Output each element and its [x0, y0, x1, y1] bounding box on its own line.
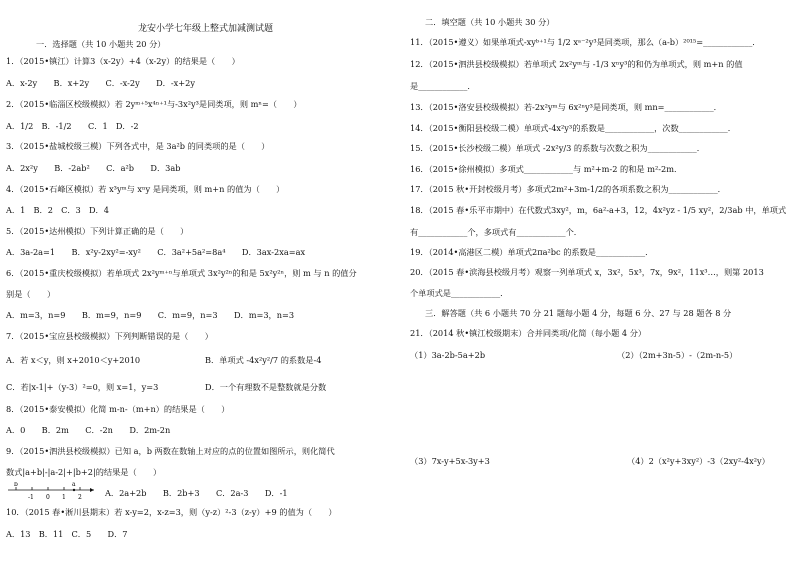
q7-option-b: B．单项式 -4x²y²/7 的系数是-4 [205, 355, 322, 365]
q20-text-cont: 个单项式是____________． [410, 288, 509, 298]
q21-part4: （4）2（x²y+3xy²）-3（2xy²-4x²y） [627, 456, 770, 466]
q21-part1: （1）3a-2b-5a+2b [410, 350, 486, 360]
q1-text: 1．（2015•镇江）计算3（x-2y）+4（x-2y）的结果是（ ） [6, 56, 240, 66]
section-choice-heading: 一．选择题（共 10 小题共 20 分） [36, 39, 166, 49]
q12-text-cont: 是____________． [410, 81, 476, 91]
q4-text: 4．（2015•石峰区模拟）若 x³yᵐ与 xⁿy 是同类项，则 m+n 的值为（ ） [6, 184, 285, 194]
q19-text: 19．（2014•高港区二模）单项式2πa²bc 的系数是____________． [410, 247, 654, 257]
q7-option-a: A．若 x＜y，则 x+2010＜y+2010 [6, 355, 141, 365]
q15-text: 15．（2015•长沙校级二模）单项式 -2x²y/3 的系数与次数之积为____________． [410, 143, 705, 153]
section-answer-heading: 三．解答题（共 6 小题共 70 分 21 题每小题 4 分，每题 6 分、27 与 28 题各 8 分 [425, 308, 732, 318]
q6-options: A．m=3，n=9 B．m=9，n=9 C．m=9，n=3 D．m=3，n=3 [6, 310, 295, 320]
q3-options: A．2x²y B．-2ab² C．a²b D．3ab [6, 163, 181, 173]
q17-text: 17．（2015 秋•开封校级月考）多项式2m²+3m-1/2的各项系数之积为____________． [410, 184, 726, 194]
q8-options: A．0 B．2m C．-2n D．2m-2n [6, 425, 171, 435]
q18-text-cont: 有____________个，多项式有____________个． [410, 227, 582, 237]
q2-options: A．1/2 B．-1/2 C．1 D．-2 [6, 121, 139, 131]
q10-text: 10．（2015 春•淅川县期末）若 x-y=2，x-z=3，则（y-z）²-3（z-y）+9 的值为（ ） [6, 507, 337, 517]
tick-label-2: 1 [62, 494, 66, 501]
q20-text: 20．（2015 春•滨海县校级月考）观察一列单项式 x，3x²，5x³，7x，9x²，11x³…，则第 2013 [410, 267, 764, 277]
label-a: a [72, 482, 76, 488]
tick-label-3: 2 [78, 494, 82, 501]
q1-options: A．x-2y B．x+2y C．-x-2y D．-x+2y [6, 78, 195, 88]
q7-text: 7．（2015•宝应县校级模拟）下列判断错误的是（ ） [6, 331, 213, 341]
q21-part3: （3）7x-y+5x-3y+3 [410, 456, 490, 466]
tick-label-0: -1 [28, 494, 34, 501]
page-title: 龙安小学七年级上整式加减测试题 [138, 24, 274, 34]
q2-text: 2．（2015•临淄区校级模拟）若 2yᵐ⁺⁵x⁴ⁿ⁺¹与-3x²y³是同类项，则 mⁿ=（ ） [6, 99, 302, 109]
point-a [73, 489, 75, 491]
q21-text: 21．（2014 秋•镇江校级期末）合并同类项/化简（每小题 4 分） [410, 328, 647, 338]
q5-options: A．3a-2a=1 B．x²y-2xy²=-xy² C．3a²+5a²=8a⁴ D．3ax-2xa=ax [6, 247, 306, 257]
q7-option-d: D．一个有理数不是整数就是分数 [205, 382, 327, 392]
number-line-arrow [90, 488, 94, 492]
q8-text: 8．（2015•泰安模拟）化简 m-n-（m+n）的结果是（ ） [6, 404, 230, 414]
q9-text-cont: 数式|a+b|-|a-2|+|b+2|的结果是（ ） [6, 467, 162, 477]
q6-text-cont: 别是（ ） [6, 289, 56, 299]
q10-options: A．13 B．11 C．5 D．7 [6, 529, 128, 539]
label-b: b [14, 482, 18, 488]
q9-options: A．2a+2b B．2b+3 C．2a-3 D．-1 [105, 488, 288, 498]
q4-options: A．1 B．2 C．3 D．4 [6, 205, 109, 215]
q7-option-c: C．若|x-1|+（y-3）²=0，则 x=1，y=3 [6, 382, 159, 392]
q13-text: 13．（2015•洛安县校级模拟）若-2x²yᵐ与 6x²ⁿy³是同类项，则 mn=____________． [410, 102, 722, 112]
q16-text: 16．（2015•徐州模拟）多项式____________与 m²+m-2 的和是 m²-2m． [410, 164, 683, 174]
q3-text: 3．（2015•盐城校级三模）下列各式中，是 3a²b 的同类项的是（ ） [6, 141, 270, 151]
q9-number-line [6, 482, 98, 502]
tick-label-1: 0 [46, 494, 50, 501]
section-fill-heading: 二．填空题（共 10 小题共 30 分） [425, 17, 555, 27]
q6-text: 6．（2015•重庆校级模拟）若单项式 2x²yᵐ⁺ⁿ与单项式 3x²y²ⁿ的和是 5x²y²ⁿ，则 m 与 n 的值分 [6, 268, 357, 278]
q12-text: 12．（2015•泗洪县校级模拟）若单项式 2x²yᵐ与 -1/3 xⁿy³的和仍为单项式，则 m+n 的值 [410, 59, 743, 69]
q9-text: 9．（2015•泗洪县校级模拟）已知 a，b 两数在数轴上对应的点的位置如图所示，则化简代 [6, 446, 335, 456]
q5-text: 5．（2015•达州模拟）下列计算正确的是（ ） [6, 226, 189, 236]
q21-part2: （2）（2m+3n-5）-（2m-n-5） [617, 350, 738, 360]
q11-text: 11．（2015•遵义）如果单项式-xyᵇ⁺¹与 1/2 xᵃ⁻²y³是同类项，那么（a-b）²⁰¹⁵=____________． [410, 37, 761, 47]
q14-text: 14．（2015•衡阳县校级二模）单项式-4x²y³的系数是____________，次数____________． [410, 123, 736, 133]
q18-text: 18．（2015 春•乐平市期中）在代数式3xy²，m，6a²-a+3，12，4x²yz - 1/5 xy²，2/3ab 中，单项式 [410, 205, 787, 215]
